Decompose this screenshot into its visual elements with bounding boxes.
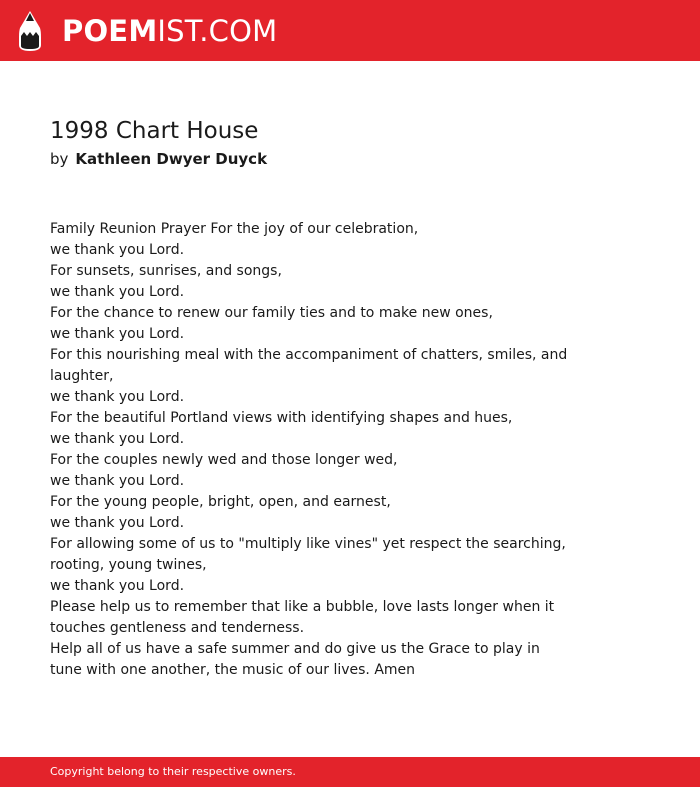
poem-line: Help all of us have a safe summer and do give us the Grace to play in tune with one another, the music of our lives. Amen	[50, 641, 540, 678]
poem-line: For this nourishing meal with the accompaniment of chatters, smiles, and laughter,	[50, 347, 568, 384]
byline-prefix: by	[50, 150, 69, 168]
site-footer	[0, 757, 700, 787]
poem-line: we thank you Lord.	[50, 578, 185, 594]
poem-line: we thank you Lord.	[50, 284, 185, 300]
poem-line: we thank you Lord.	[50, 389, 185, 405]
author-name: Kathleen Dwyer Duyck	[75, 150, 268, 168]
copyright-text: Copyright belong to their respective owners.	[50, 765, 296, 778]
poem-line: For the chance to renew our family ties and to make new ones,	[50, 305, 493, 321]
poem-line: For sunsets, sunrises, and songs,	[50, 263, 282, 279]
poem-line: For the beautiful Portland views with identifying shapes and hues,	[50, 410, 513, 426]
poem-line: Family Reunion Prayer For the joy of our celebration,	[50, 221, 419, 237]
pencil-tip-icon	[18, 10, 42, 52]
poem-line: we thank you Lord.	[50, 515, 185, 531]
poem-line: we thank you Lord.	[50, 326, 185, 342]
poem-line: For allowing some of us to "multiply like vines" yet respect the searching, rooting, young twines,	[50, 536, 566, 573]
poem-line: we thank you Lord.	[50, 431, 185, 447]
site-header	[0, 0, 700, 61]
poem-line: we thank you Lord.	[50, 242, 185, 258]
poem-line: For the couples newly wed and those longer wed,	[50, 452, 398, 468]
poem-title: 1998 Chart House	[50, 118, 259, 144]
poem-line: Please help us to remember that like a bubble, love lasts longer when it touches gentleness and tenderness.	[50, 599, 555, 636]
logo-light-text: IST.COM	[157, 14, 278, 48]
poem-line: For the young people, bright, open, and earnest,	[50, 494, 391, 510]
byline	[50, 149, 267, 169]
poem-body	[50, 219, 570, 681]
logo-bold-text: POEM	[62, 14, 158, 48]
poem-line: we thank you Lord.	[50, 473, 185, 489]
site-logo-link[interactable]	[62, 13, 277, 49]
